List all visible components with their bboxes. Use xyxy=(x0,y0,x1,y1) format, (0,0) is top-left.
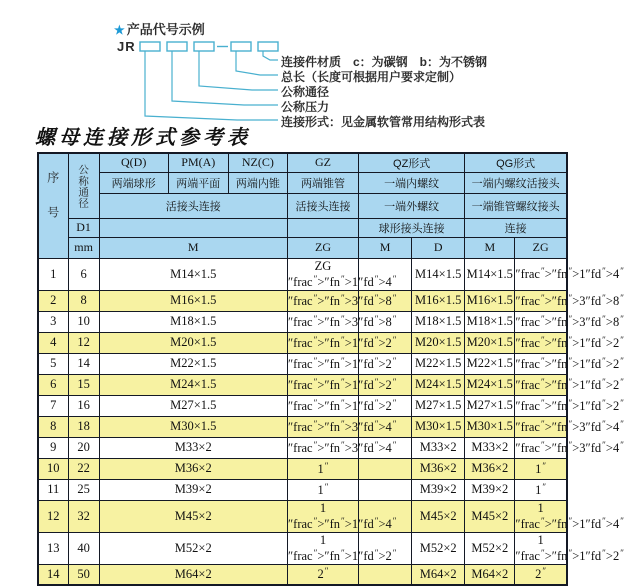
table-cell: ″frac″>″fn″>1″fd″>4″ xyxy=(515,258,567,290)
table-row xyxy=(38,290,567,311)
table-cell: M36×2 xyxy=(465,458,515,479)
table-cell: ″frac″>″fn″>1″fd″>2″ xyxy=(515,332,567,353)
header-seq: 序号 xyxy=(38,153,68,258)
table-cell: 10 xyxy=(68,311,99,332)
header-col-qz: QZ形式 xyxy=(359,153,465,172)
code-box xyxy=(167,42,187,51)
table-cell: M30×1.5 xyxy=(412,416,465,437)
table-cell: M14×1.5 xyxy=(465,258,515,290)
table-cell: M24×1.5 xyxy=(465,374,515,395)
table-cell: 1″ xyxy=(515,458,567,479)
table-cell: 6 xyxy=(38,374,68,395)
header-qz-sub1: 一端内螺纹 xyxy=(359,172,465,193)
reference-table-wrap xyxy=(37,152,624,586)
table-cell: 1 ″frac″>″fn″>1″ ″ ″ xyxy=(287,532,397,563)
table-cell: 12 xyxy=(38,500,68,532)
table-cell: 15 xyxy=(68,374,99,395)
table-cell: 6 xyxy=(68,258,99,290)
table-cell: ″frac″>″fn″>1″ ″ ″ xyxy=(287,353,358,374)
header-qz-m: M xyxy=(359,237,412,258)
table-cell: 7 xyxy=(38,395,68,416)
table-cell: M16×1.5 xyxy=(465,290,515,311)
table-cell: 1″ xyxy=(287,458,358,479)
code-prefix: JR xyxy=(117,39,136,54)
table-cell: 5 xyxy=(38,353,68,374)
table-cell: ZG ″frac″>″fn″>1″ ″ ″ xyxy=(287,258,397,289)
table-cell: 50 xyxy=(68,564,99,585)
header-col-qg: QG形式 xyxy=(465,153,567,172)
table-cell: M27×1.5 xyxy=(412,395,465,416)
table-row xyxy=(38,564,567,585)
header-nz-sub: 两端内锥 xyxy=(228,172,287,193)
table-cell: M14×1.5 xyxy=(412,258,465,290)
table-cell: 10 xyxy=(38,458,68,479)
star-icon: ★ xyxy=(114,23,125,37)
table-cell: 1 ″frac″>″fn″>1″ ″ ″ xyxy=(287,500,397,531)
table-cell: 18 xyxy=(68,416,99,437)
header-m: M xyxy=(99,237,287,258)
header-col-gz: GZ xyxy=(287,153,358,172)
code-box xyxy=(231,42,251,51)
table-row xyxy=(38,532,567,564)
header-col-pm: PM(A) xyxy=(168,153,228,172)
table-cell: 20 xyxy=(68,437,99,458)
table-cell: M30×1.5 xyxy=(465,416,515,437)
code-label-length: 总长（长度可根据用户要求定制） xyxy=(281,70,462,84)
table-cell: ″frac″>″fn″>1″ ″ ″ xyxy=(287,374,358,395)
table-cell: M52×2 xyxy=(465,532,515,564)
table-cell: M18×1.5 xyxy=(412,311,465,332)
code-box xyxy=(258,42,278,51)
table-cell: M22×1.5 xyxy=(465,353,515,374)
table-cell: M24×1.5 xyxy=(412,374,465,395)
table-cell: 1 ″frac″>″fn″>1″fd″>2″ xyxy=(515,532,624,563)
table-cell: ″frac″>″fn″>1″fd″>2″ xyxy=(515,395,567,416)
header-gz-connection: 活接头连接 xyxy=(287,193,358,218)
table-cell: M45×2 xyxy=(99,500,287,532)
pointer-line xyxy=(263,51,278,60)
table-cell: M33×2 xyxy=(99,437,287,458)
table-cell: M18×1.5 xyxy=(465,311,515,332)
table-cell: 9 xyxy=(38,437,68,458)
table-cell: M64×2 xyxy=(412,564,465,585)
table-cell: 40 xyxy=(68,532,99,564)
table-cell: M52×2 xyxy=(412,532,465,564)
table-cell: M36×2 xyxy=(412,458,465,479)
header-qz-connection: 球形接头连接 xyxy=(359,218,465,237)
table-row xyxy=(38,332,567,353)
table-cell: M45×2 xyxy=(465,500,515,532)
table-cell: M22×1.5 xyxy=(412,353,465,374)
table-cell: 11 xyxy=(38,479,68,500)
reference-table xyxy=(37,152,624,586)
table-cell: ″frac″>″fn″>3″fd″>4″ xyxy=(515,416,567,437)
table-cell: 2 xyxy=(38,290,68,311)
table-cell: 2″ xyxy=(287,564,358,585)
header-qz-d: D xyxy=(412,237,465,258)
table-cell: 4 xyxy=(38,332,68,353)
code-label-material: 连接件材质 c：为碳钢 b：为不锈钢 xyxy=(281,55,488,69)
table-cell: M24×1.5 xyxy=(99,374,287,395)
header-qg-zg: ZG xyxy=(515,237,567,258)
header-pm-sub: 两端平面 xyxy=(168,172,228,193)
header-empty-cell xyxy=(99,218,287,237)
code-box xyxy=(194,42,214,51)
table-row xyxy=(38,500,567,532)
table-cell: 13 xyxy=(38,532,68,564)
table-cell: M36×2 xyxy=(99,458,287,479)
table-cell: M39×2 xyxy=(465,479,515,500)
table-cell: M27×1.5 xyxy=(99,395,287,416)
code-label-pressure: 公称压力 xyxy=(281,100,330,114)
header-qz-sub2: 一端外螺纹 xyxy=(359,193,465,218)
table-cell: M33×2 xyxy=(412,437,465,458)
table-cell: ″frac″>″fn″>3″ ″ ″ xyxy=(287,290,358,311)
table-cell: M39×2 xyxy=(412,479,465,500)
table-cell: M14×1.5 xyxy=(99,258,287,290)
pointer-line xyxy=(199,51,278,90)
table-cell: 14 xyxy=(38,564,68,585)
header-gz-sub: 两端锥管 xyxy=(287,172,358,193)
code-label-diameter: 公称通径 xyxy=(281,85,330,99)
header-mm: mm xyxy=(68,237,99,258)
header-nominal-diameter: 公称通径 xyxy=(68,153,99,218)
table-cell: 12 xyxy=(68,332,99,353)
table-title: 螺母连接形式参考表 xyxy=(35,127,251,149)
table-row xyxy=(38,395,567,416)
table-cell: 14 xyxy=(68,353,99,374)
table-cell: M18×1.5 xyxy=(99,311,287,332)
table-header xyxy=(38,153,567,258)
table-cell: ″frac″>″fn″>3″fd″>4″ xyxy=(515,437,567,458)
table-cell: M30×1.5 xyxy=(99,416,287,437)
table-row xyxy=(38,374,567,395)
table-cell: 3 xyxy=(38,311,68,332)
table-cell xyxy=(359,458,412,479)
table-row xyxy=(38,437,567,458)
table-cell: M39×2 xyxy=(99,479,287,500)
table-cell: ″frac″>″fn″>3″ ″ ″ xyxy=(287,437,358,458)
table-row xyxy=(38,258,567,290)
table-cell: 1″ xyxy=(287,479,358,500)
table-cell: 1 xyxy=(38,258,68,290)
header-col-nz: NZ(C) xyxy=(228,153,287,172)
diagram-title xyxy=(114,19,205,38)
table-cell: M27×1.5 xyxy=(465,395,515,416)
table-cell: M20×1.5 xyxy=(99,332,287,353)
table-cell: M22×1.5 xyxy=(99,353,287,374)
table-cell: M20×1.5 xyxy=(412,332,465,353)
table-cell: M45×2 xyxy=(412,500,465,532)
table-cell: 16 xyxy=(68,395,99,416)
table-row xyxy=(38,416,567,437)
table-cell: M33×2 xyxy=(465,437,515,458)
table-cell xyxy=(359,479,412,500)
code-box xyxy=(140,42,160,51)
table-cell: ″frac″>″fn″>3″fd″>8″ xyxy=(515,311,567,332)
header-d1: D1 xyxy=(68,218,99,237)
table-cell: 8 xyxy=(68,290,99,311)
diagram-title-text: 产品代号示例 xyxy=(126,22,205,37)
table-row xyxy=(38,353,567,374)
header-empty-cell xyxy=(287,218,358,237)
table-cell: 1″ xyxy=(515,479,567,500)
table-cell: ″frac″>″fn″>3″ ″ ″ xyxy=(287,416,358,437)
pointer-line xyxy=(236,51,278,75)
table-cell: M64×2 xyxy=(465,564,515,585)
table-cell: 1 ″frac″>″fn″>1″fd″>4″ xyxy=(515,500,624,531)
header-qg-connection: 连接 xyxy=(465,218,567,237)
table-cell: M52×2 xyxy=(99,532,287,564)
table-row xyxy=(38,311,567,332)
table-cell: ″frac″>″fn″>1″fd″>2″ xyxy=(515,374,567,395)
header-zg: ZG xyxy=(287,237,358,258)
header-union-connection: 活接头连接 xyxy=(99,193,287,218)
header-qg-sub1: 一端内螺纹活接头 xyxy=(465,172,567,193)
table-cell: M20×1.5 xyxy=(465,332,515,353)
table-row xyxy=(38,458,567,479)
table-cell: 2″ xyxy=(515,564,567,585)
code-label-connection: 连接形式：见金属软管常用结构形式表 xyxy=(281,115,486,129)
pointer-line xyxy=(172,51,278,105)
table-cell: 22 xyxy=(68,458,99,479)
table-body xyxy=(38,258,624,585)
table-cell: 32 xyxy=(68,500,99,532)
header-qg-sub2: 一端锥管螺纹接头 xyxy=(465,193,567,218)
table-cell xyxy=(359,564,412,585)
table-cell: ″frac″>″fn″>1″ ″ ″ xyxy=(287,332,358,353)
table-cell: M16×1.5 xyxy=(412,290,465,311)
header-q-sub: 两端球形 xyxy=(99,172,168,193)
pointer-line xyxy=(145,51,278,120)
table-cell: M16×1.5 xyxy=(99,290,287,311)
header-col-q: Q(D) xyxy=(99,153,168,172)
table-cell: 25 xyxy=(68,479,99,500)
table-cell: ″frac″>″fn″>1″ ″ ″ xyxy=(287,395,358,416)
table-cell: ″frac″>″fn″>1″fd″>2″ xyxy=(515,353,567,374)
table-cell: 8 xyxy=(38,416,68,437)
table-row xyxy=(38,479,567,500)
table-cell: ″frac″>″fn″>3″ ″ ″ xyxy=(287,311,358,332)
table-cell: ″frac″>″fn″>3″fd″>8″ xyxy=(515,290,567,311)
header-qg-m: M xyxy=(465,237,515,258)
table-cell: M64×2 xyxy=(99,564,287,585)
